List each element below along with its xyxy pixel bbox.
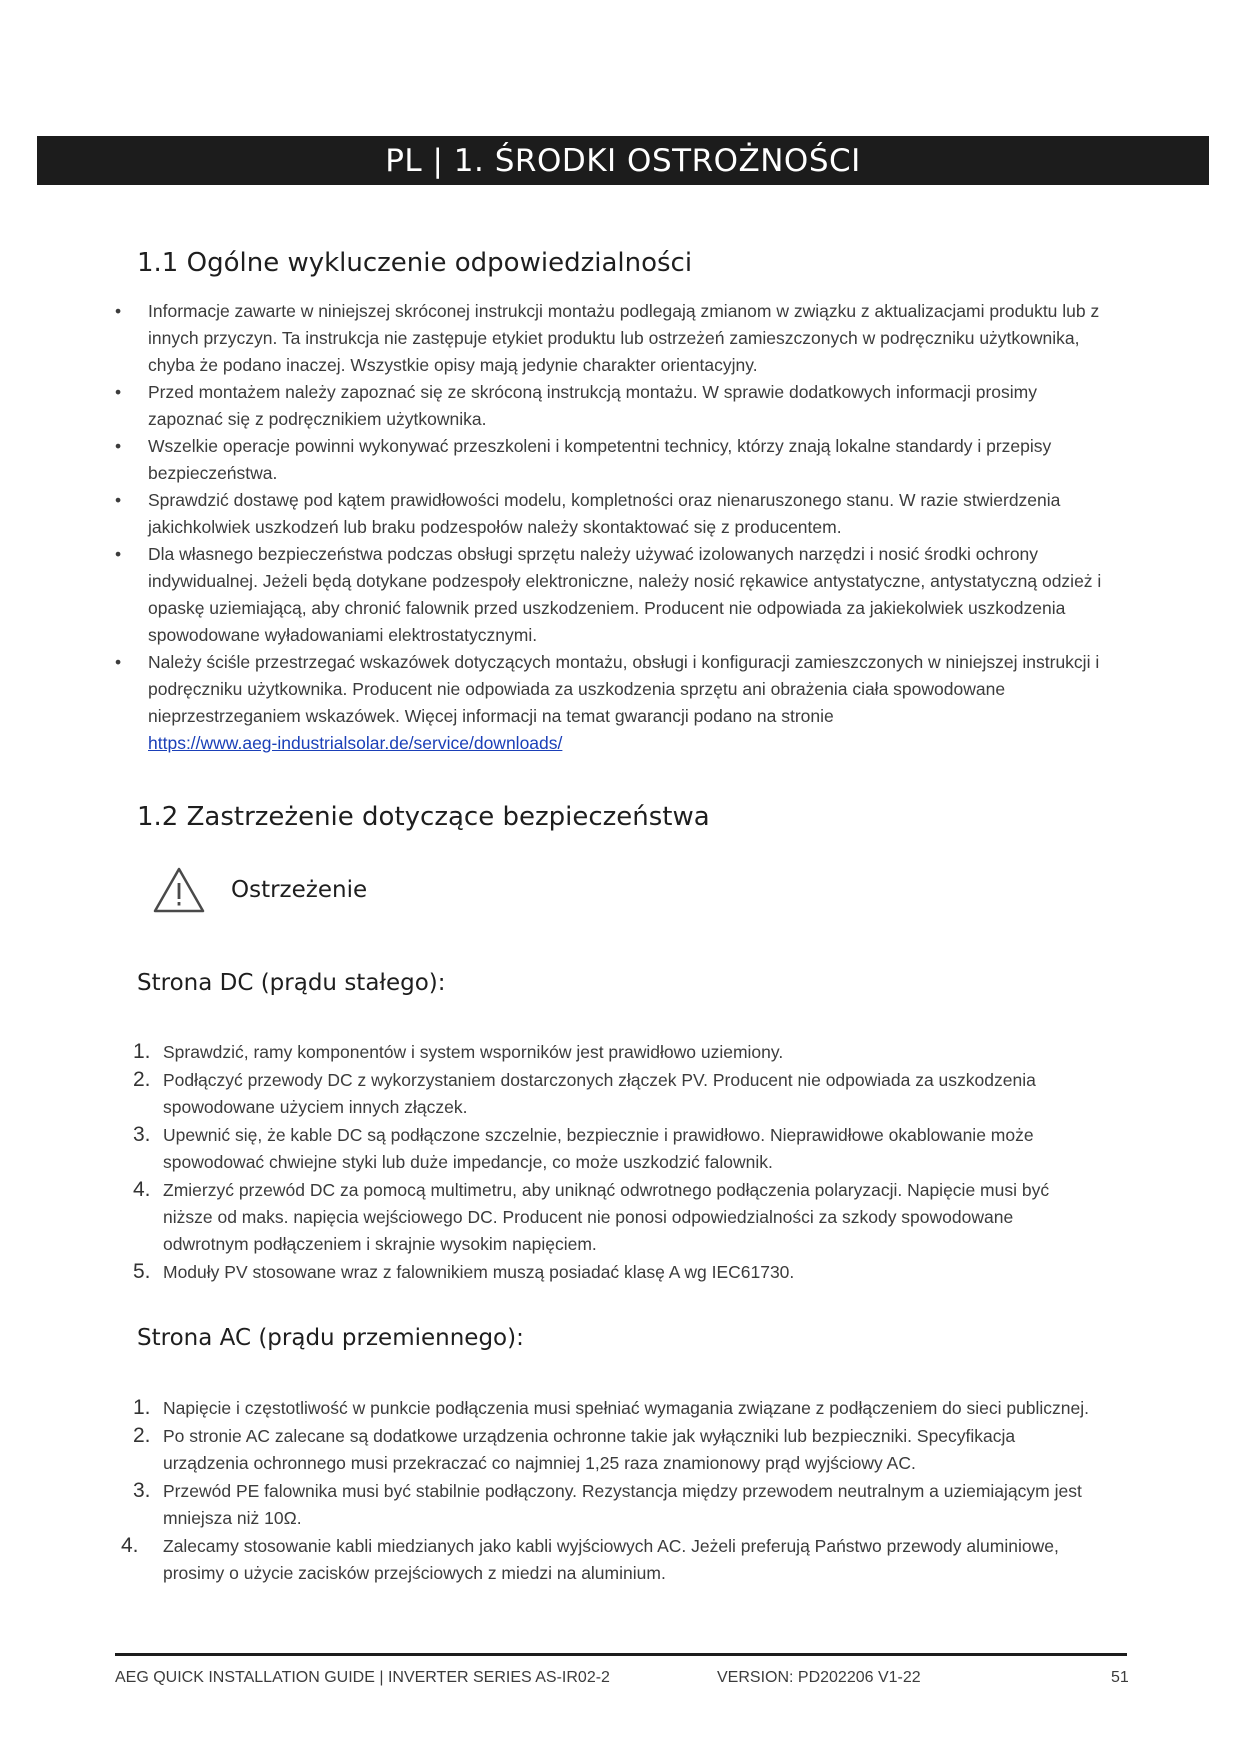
list-item: 5. Moduły PV stosowane wraz z falownikiem muszą posiadać klasę A wg IEC61730. <box>133 1260 795 1283</box>
list-item: • Przed montażem należy zapoznać się ze skróconą instrukcją montażu. W sprawie dodatkowych informacji prosimy zapoznać się z podręcznikiem użytkownika. <box>115 382 1037 429</box>
dc-side-heading: Strona DC (prądu stałego): <box>137 970 446 996</box>
list-item: 2. Po stronie AC zalecane są dodatkowe urządzenia ochronne takie jak wyłączniki lub bezpieczniki. Specyfikacja urządzenia ochronnego musi przekraczać co najmniej 1,25 raza znamionowy prąd wyjściowy AC. <box>133 1424 1016 1473</box>
dc-requirements-list <box>133 1039 1093 1287</box>
ac-side-heading: Strona AC (prądu przemiennego): <box>137 1325 524 1351</box>
list-item: • Wszelkie operacje powinni wykonywać przeszkoleni i kompetentni technicy, którzy znają lokalne standardy i przepisy bezpieczeństwa. <box>115 436 1052 483</box>
section-1-1-heading: 1.1 Ogólne wykluczenie odpowiedzialności <box>137 248 693 278</box>
footer-guide-title: AEG QUICK INSTALLATION GUIDE | INVERTER SERIES AS-IR02-2 <box>115 1669 610 1686</box>
ac-requirements-list <box>121 1395 1093 1588</box>
warning-triangle-icon <box>152 866 206 914</box>
list-item: 4. Zalecamy stosowanie kabli miedzianych jako kabli wyjściowych AC. Jeżeli preferują Państwo przewody aluminiowe, prosimy o użycie zacisków przejściowych z miedzi na aluminium. <box>121 1534 1059 1583</box>
list-item: 3. Upewnić się, że kable DC są podłączone szczelnie, bezpiecznie i prawidłowo. Nieprawidłowe okablowanie może spowodować chwiejne styki lub duże impedancje, co może uszkodzić falownik. <box>133 1123 1034 1172</box>
warning-label: Ostrzeżenie <box>231 877 368 903</box>
list-item: • Informacje zawarte w niniejszej skróconej instrukcji montażu podlegają zmianom w związku z aktualizacjami produktu lub z innych przyczyn. Ta instrukcja nie zastępuje etykiet produktu lub ostrzeżeń zamieszczonych w podręczniku użytkownika, chyba że podano inaczej. Wszystkie opisy mają jedynie charakter orientacyjny. <box>115 301 1100 375</box>
list-item: 4. Zmierzyć przewód DC za pomocą multimetru, aby uniknąć odwrotnego podłączenia polaryzacji. Napięcie musi być niższe od maks. napięcia wejściowego DC. Producent nie ponosi odpowiedzialności za szkody spowodowane odwrotnym podłączeniem i skrajnie wysokim napięciem. <box>133 1178 1050 1254</box>
disclaimer-bullet-list <box>113 298 1113 757</box>
footer-version: VERSION: PD202206 V1-22 <box>717 1669 921 1686</box>
page-header-bar <box>37 136 1209 185</box>
page-header-title: PL | 1. ŚRODKI OSTROŻNOŚCI <box>385 142 861 179</box>
footer-divider <box>115 1653 1127 1656</box>
warning-block <box>152 866 367 914</box>
list-item: 2. Podłączyć przewody DC z wykorzystaniem dostarczonych złączek PV. Producent nie odpowiada za uszkodzenia spowodowane użyciem innych złączek. <box>133 1068 1036 1117</box>
list-item: • Dla własnego bezpieczeństwa podczas obsługi sprzętu należy używać izolowanych narzędzi i nosić środki ochrony indywidualnej. Jeżeli będą dotykane podzespoły elektroniczne, należy nosić rękawice antystatyczne, antystatyczną odzież i opaskę uziemiającą, aby chronić falownik przed uszkodzeniem. Producent nie odpowiada za jakiekolwiek uszkodzenia spowodowane wyładowaniami elektrostatycznymi. <box>115 544 1102 645</box>
footer-page-number: 51 <box>1111 1669 1129 1686</box>
downloads-link[interactable]: https://www.aeg-industrialsolar.de/service/downloads/ <box>148 733 563 753</box>
list-item: 3. Przewód PE falownika musi być stabilnie podłączony. Rezystancja między przewodem neutralnym a uziemiającym jest mniejsza niż 10Ω. <box>133 1479 1082 1528</box>
list-item: • Należy ściśle przestrzegać wskazówek dotyczących montażu, obsługi i konfiguracji zamieszczonych w niniejszej instrukcji i podręczniku użytkownika. Producent nie odpowiada za uszkodzenia sprzętu ani obrażenia ciała spowodowane nieprzestrzeganiem wskazówek. Więcej informacji na temat gwarancji podano na stronie https://www.aeg-industrialsolar.de/service/downloads/ <box>115 652 1100 753</box>
section-1-2-heading: 1.2 Zastrzeżenie dotyczące bezpieczeństwa <box>137 802 710 832</box>
list-item: 1. Napięcie i częstotliwość w punkcie podłączenia musi spełniać wymagania związane z podłączeniem do sieci publicznej. <box>133 1396 1090 1419</box>
list-item: 1. Sprawdzić, ramy komponentów i system wsporników jest prawidłowo uziemiony. <box>133 1040 784 1063</box>
list-item: • Sprawdzić dostawę pod kątem prawidłowości modelu, kompletności oraz nienaruszonego stanu. W razie stwierdzenia jakichkolwiek uszkodzeń lub braku podzespołów należy skontaktować się z producentem. <box>115 490 1061 537</box>
